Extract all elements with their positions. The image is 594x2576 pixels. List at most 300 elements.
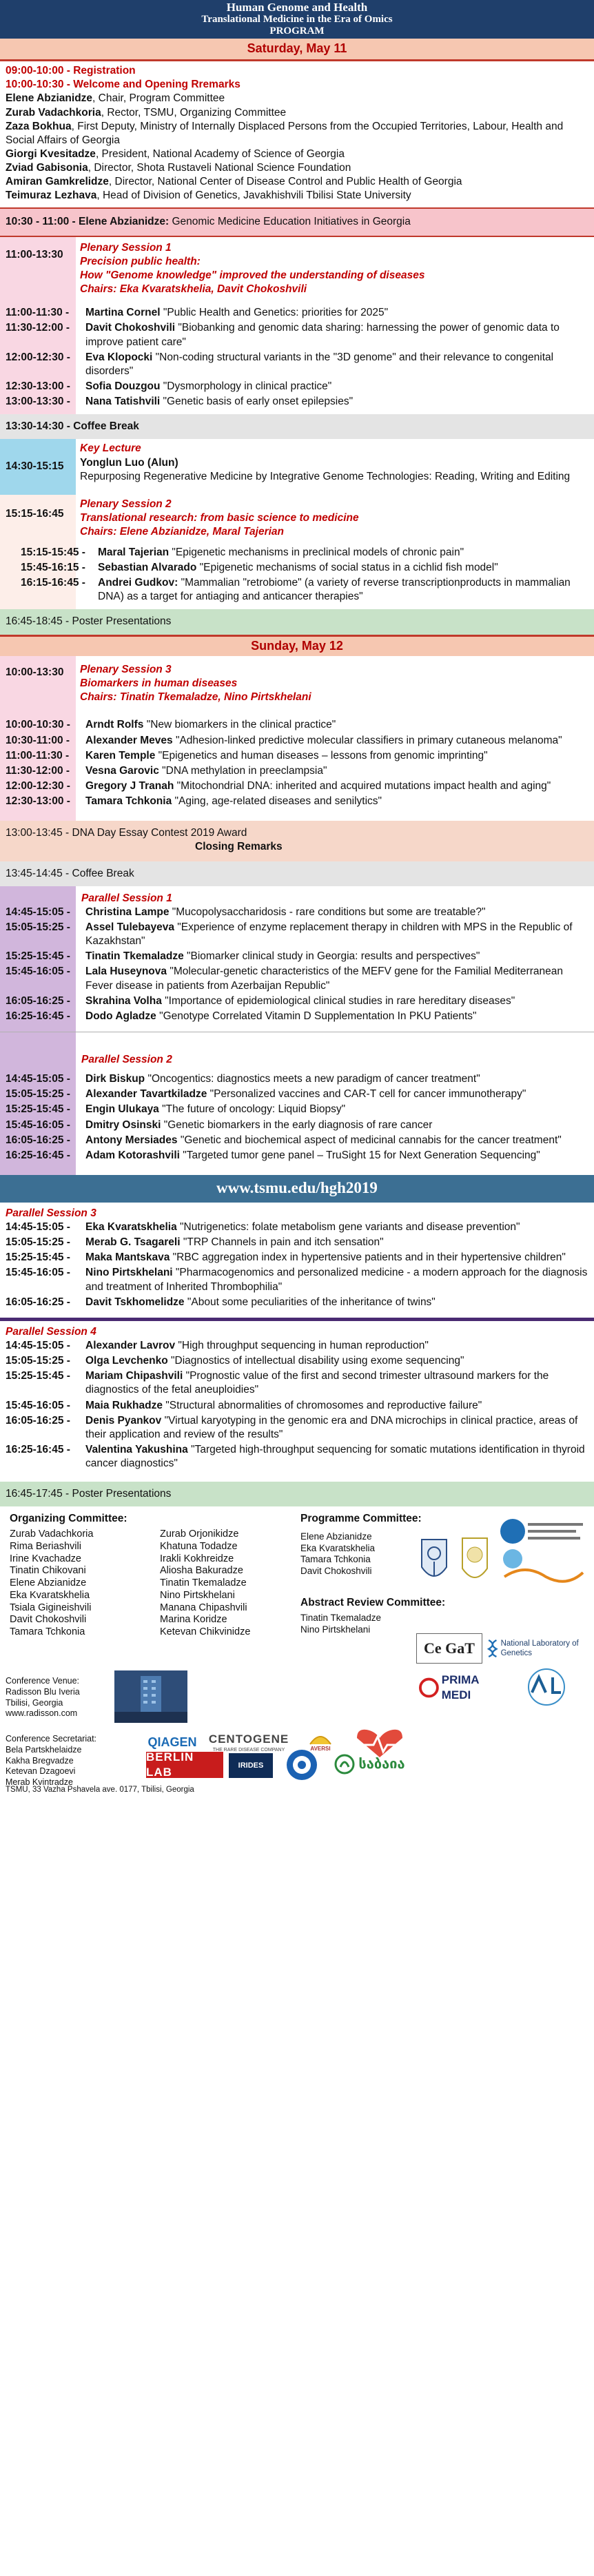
talk-body — [85, 321, 588, 349]
talk-speaker: Alexander Meves — [85, 734, 173, 746]
berlinlab-text: BERLIN LAB — [146, 1750, 194, 1779]
sabaia-logo — [328, 1750, 411, 1778]
talk-body — [85, 795, 588, 808]
review-title: Abstract Review Committee: — [300, 1597, 446, 1609]
talk-time: 14:45-15:05 - — [6, 1220, 70, 1233]
welcome-speaker — [6, 120, 588, 147]
talk-title: "DNA methylation in preeclampsia" — [158, 764, 327, 777]
talk-time: 14:45-15:05 - — [6, 906, 70, 918]
prima-icon — [419, 1677, 439, 1698]
talk-speaker: Eva Klopocki — [85, 351, 153, 363]
talk-row — [6, 1251, 588, 1265]
talk-time: 11:00-11:30 - — [6, 307, 70, 319]
talk-row — [21, 546, 588, 560]
talk-title: "Nutrigenetics: folate metabolism gene variants and disease prevention" — [176, 1220, 520, 1233]
list-item: Tbilisi, Georgia — [6, 1697, 63, 1708]
talk-speaker: Dmitry Osinski — [85, 1118, 161, 1131]
welcome-speaker — [6, 161, 588, 175]
talk-row — [6, 1296, 588, 1309]
parallel4-label: Parallel Session 4 — [6, 1325, 96, 1338]
speaker-role: , Rector, TSMU, Organizing Committee — [101, 106, 287, 119]
list-item: Eka Kvaratskhelia — [300, 1542, 376, 1553]
list-item: Davit Chokoshvili — [10, 1614, 87, 1626]
talk-title: "Targeted tumor gene panel – TruSight 15 for Next Generation Sequencing" — [179, 1149, 540, 1161]
talk-row — [6, 994, 588, 1008]
talk-time: 15:45-16:05 - — [6, 1118, 70, 1131]
conference-url[interactable]: www.tsmu.edu/hgh2019 — [0, 1175, 594, 1203]
talk-time: 15:25-15:45 - — [6, 1370, 70, 1382]
lecture1-time: 10:30 - 11:00 - Elene Abzianidze: — [6, 215, 170, 227]
talk-row — [21, 576, 588, 604]
parallel3 — [0, 1203, 594, 1318]
centogene-text: CENTOGENE — [208, 1732, 289, 1746]
talk-time: 11:30-12:00 - — [6, 322, 70, 334]
talk-title: "Targeted high-throughput sequencing for somatic mutations identification in thyroid cancer diagnostics" — [85, 1443, 585, 1470]
coffee2: 13:45-14:45 - Coffee Break — [0, 861, 594, 886]
speaker-name: Zurab Vadachkoria — [6, 106, 101, 119]
talk-body — [85, 380, 588, 393]
talk-title: "Mitochondrial DNA: inherited and acquired mutations impact health and aging" — [174, 780, 551, 792]
berlinlab-logo — [146, 1752, 223, 1778]
talk-speaker: Valentina Yakushina — [85, 1443, 188, 1455]
venue-photo — [114, 1670, 187, 1723]
list-item: Irakli Kokhreidze — [160, 1553, 234, 1564]
list-item: Bela Partskhelaidze — [6, 1745, 82, 1755]
talk-speaker: Assel Tulebayeva — [85, 921, 174, 933]
talk-body — [85, 1414, 588, 1442]
talk-title: "Pharmacogenomics and personalized medicine - a modern approach for the diagnosis and treatment of Inherited Thrombophilia" — [85, 1267, 588, 1293]
talk-speaker: Tinatin Tkemaladze — [85, 950, 184, 963]
award-band — [0, 821, 594, 861]
talk-row — [6, 321, 588, 349]
list-item: Ketevan Dzagoevi — [6, 1766, 76, 1777]
talk-body — [85, 1220, 588, 1234]
talk-row — [6, 1354, 588, 1368]
organizing-title: Organizing Committee: — [10, 1513, 127, 1525]
talk-speaker: Nino Pirtskhelani — [85, 1267, 173, 1279]
footer — [0, 1506, 594, 1941]
award-line1: 13:00-13:45 - DNA Day Essay Contest 2019 Award — [6, 827, 247, 839]
talk-body — [85, 718, 588, 732]
talk-speaker: Sebastian Alvarado — [98, 562, 197, 574]
list-item: Ketevan Chikvinidze — [160, 1626, 251, 1637]
talk-row — [6, 749, 588, 763]
dna-icon — [487, 1637, 499, 1660]
talk-body — [85, 1251, 588, 1265]
plenary1-label: Plenary Session 1 — [80, 241, 172, 254]
talk-speaker: Antony Mersiades — [85, 1134, 178, 1146]
talk-body — [98, 546, 588, 560]
talk-body — [85, 734, 588, 748]
cegat-text: Ce GaT — [424, 1639, 475, 1657]
speaker-role: , Head of Division of Genetics, Javakhishvili Tbilisi State University — [96, 190, 411, 202]
talk-speaker: Karen Temple — [85, 749, 156, 761]
plenary1-time: 11:00-13:30 — [6, 248, 63, 260]
program-header — [0, 0, 594, 39]
plenary3-label: Plenary Session 3 — [80, 664, 172, 676]
talk-body — [85, 921, 588, 948]
talk-body — [85, 965, 588, 992]
parallel1-talks — [6, 906, 588, 1023]
talk-time: 14:45-15:05 - — [6, 1073, 70, 1085]
crest-logo-3 — [498, 1513, 587, 1589]
talk-row — [6, 1266, 588, 1294]
parallel1-label: Parallel Session 1 — [81, 892, 172, 904]
talk-row — [6, 306, 588, 320]
talk-speaker: Tamara Tchkonia — [85, 795, 172, 808]
talk-time: 12:00-12:30 - — [6, 351, 70, 363]
talk-title: "Genotype Correlated Vitamin D Supplementation In PKU Patients" — [156, 1010, 477, 1022]
list-item: Nino Pirtskhelani — [160, 1589, 235, 1601]
list-item: Tinatin Tkemaladze — [160, 1577, 247, 1589]
talk-body — [85, 906, 588, 919]
list-item: Eka Kvaratskhelia — [10, 1589, 90, 1601]
registration: 09:00-10:00 - Registration — [6, 65, 136, 77]
talk-body — [85, 764, 588, 778]
welcome-speaker — [6, 175, 588, 189]
talk-row — [6, 795, 588, 808]
talk-time: 16:15-16:45 - — [21, 577, 85, 589]
talk-row — [6, 906, 588, 919]
list-item: Zurab Orjonikidze — [160, 1529, 239, 1540]
talk-time: 15:25-15:45 - — [6, 1251, 70, 1264]
plenary2 — [0, 495, 594, 543]
welcome-speakers — [6, 92, 588, 203]
speaker-role: , Chair, Program Committee — [92, 92, 225, 105]
list-item: Tsiala Gigineishvili — [10, 1602, 92, 1613]
talk-time: 16:05-16:25 - — [6, 994, 70, 1007]
talk-speaker: Maia Rukhadze — [85, 1399, 163, 1411]
talk-time: 11:00-11:30 - — [6, 749, 70, 761]
talk-title: "Genetic biomarkers in the early diagnosis of rare cancer — [161, 1118, 433, 1131]
talk-time: 15:05-15:25 - — [6, 1088, 70, 1101]
list-item: Tinatin Tkemaladze — [300, 1613, 382, 1624]
talk-speaker: Engin Ulukaya — [85, 1103, 159, 1116]
talk-speaker: Nana Tatishvili — [85, 396, 161, 408]
talk-body — [85, 994, 588, 1008]
list-item: Kakha Bregvadze — [6, 1755, 74, 1766]
talk-speaker: Lala Huseynova — [85, 965, 167, 978]
talk-speaker: Maka Mantskava — [85, 1251, 170, 1264]
keynote — [0, 439, 594, 494]
talk-row — [6, 965, 588, 992]
talk-speaker: Olga Levchenko — [85, 1355, 168, 1367]
plenary2-chairs: Chairs: Elene Abzianidze, Maral Tajerian — [80, 525, 285, 538]
talk-row — [6, 1369, 588, 1397]
plenary1-title1: Precision public health: — [80, 255, 201, 267]
talk-body — [85, 1149, 588, 1163]
talk-row — [6, 950, 588, 963]
talk-time: 15:45-16:15 - — [21, 562, 85, 574]
talk-time: 15:25-15:45 - — [6, 950, 70, 963]
list-item: Tinatin Chikovani — [10, 1565, 86, 1577]
speaker-role: , Director, Shota Rustaveli National Science Foundation — [88, 162, 351, 174]
organizing-col1 — [10, 1529, 93, 1638]
talk-row — [6, 1010, 588, 1023]
talk-title: "Virtual karyotyping in the genomic era and DNA microchips in clinical practice, areas of their application and review of the results" — [85, 1414, 578, 1440]
talk-body — [85, 306, 588, 320]
list-item: Tamara Tchkonia — [10, 1626, 85, 1637]
talk-speaker: Adam Kotorashvili — [85, 1149, 180, 1161]
talk-row — [21, 561, 588, 575]
talk-time: 15:05-15:25 - — [6, 921, 70, 933]
centogene-tag: THE RARE DISEASE COMPANY — [212, 1747, 285, 1752]
organizing-col2 — [160, 1529, 250, 1638]
talk-time: 16:05-16:25 - — [6, 1414, 70, 1427]
talk-title: "New biomarkers in the clinical practice" — [143, 719, 336, 731]
talk-body — [85, 950, 588, 963]
abm-logo — [522, 1666, 571, 1708]
programme-list — [300, 1531, 375, 1577]
talk-row — [6, 1399, 588, 1413]
talk-row — [6, 1118, 588, 1132]
talk-speaker: Gregory J Tranah — [85, 780, 174, 792]
irides-text: IRIDES — [238, 1761, 264, 1770]
primamedi-logo — [419, 1672, 509, 1704]
welcome-speaker — [6, 92, 588, 105]
talk-title: "Diagnostics of intellectual disability using exome sequencing" — [167, 1355, 464, 1367]
talk-time: 16:05-16:25 - — [6, 1296, 70, 1308]
talk-body — [85, 779, 588, 793]
plenary3-talks — [0, 718, 594, 821]
coffee1: 13:30-14:30 - Coffee Break — [0, 414, 594, 439]
qiagen-text: QIAGEN — [147, 1735, 197, 1749]
talk-title: "Mammalian "retrobiome" (a variety of reverse transcriptionproducts in mammalian DNA) as a target for antiaging and anticancer therapies" — [98, 577, 571, 603]
talk-row — [6, 921, 588, 948]
talk-time: 11:30-12:00 - — [6, 764, 70, 777]
talk-speaker: Davit Chokoshvili — [85, 322, 176, 334]
talk-time: 10:00-10:30 - — [6, 719, 70, 731]
talk-row — [6, 764, 588, 778]
day2-label: Sunday, May 12 — [0, 635, 594, 656]
talk-title: "Mucopolysaccharidosis - rare conditions but some are treatable?" — [169, 906, 486, 918]
talk-title: "Adhesion-linked predictive molecular classifiers in primary cutaneous melanoma" — [172, 734, 562, 746]
talk-time: 15:15-15:45 - — [21, 546, 85, 558]
welcome: 10:00-10:30 - Welcome and Opening Rremarks — [6, 79, 240, 91]
talk-title: "Aging, age-related diseases and senilytics" — [172, 795, 382, 808]
speaker-name: Zviad Gabisonia — [6, 162, 88, 174]
talk-time: 15:45-16:05 - — [6, 965, 70, 978]
leaf-icon — [334, 1753, 356, 1775]
speaker-role: , First Deputy, Ministry of Internally Displaced Persons from the Occupied Territories, Labour, Health and Social Affairs of Georgia — [6, 120, 564, 146]
talk-title: "RBC aggregation index in hypertensive patients and in their hypertensive children" — [170, 1251, 566, 1264]
talk-time: 12:00-12:30 - — [6, 780, 70, 792]
conference-title: Human Genome and Health — [226, 1, 368, 14]
talk-time: 15:05-15:25 - — [6, 1355, 70, 1367]
plenary1-title2: How "Genome knowledge" improved the understanding of diseases — [80, 269, 425, 281]
day1-label: Saturday, May 11 — [0, 39, 594, 61]
parallel2 — [0, 1032, 594, 1175]
talk-body — [85, 1118, 588, 1132]
list-item: Aliosha Bakuradze — [160, 1565, 243, 1577]
parallel3-talks — [6, 1220, 588, 1309]
program-label: PROGRAM — [269, 25, 325, 37]
plenary3-chairs: Chairs: Tinatin Tkemaladze, Nino Pirtskhelani — [80, 691, 311, 704]
talk-body — [85, 1339, 588, 1353]
talk-title: "Prognostic value of the first and second trimester ultrasound markers for the diagnostics of the fetal aneuploidies" — [85, 1370, 549, 1396]
talk-body — [85, 1236, 588, 1249]
talk-title: "Experience of enzyme replacement therapy in children with MPS in the Republic of Kazakhstan" — [85, 921, 573, 948]
plenary3-title: Biomarkers in human diseases — [80, 677, 238, 690]
talk-speaker: Christina Lampe — [85, 906, 170, 918]
talk-body — [85, 1399, 588, 1413]
talk-row — [6, 779, 588, 793]
talk-row — [6, 734, 588, 748]
natlab-logo — [487, 1633, 590, 1664]
talk-speaker: Denis Pyankov — [85, 1414, 162, 1427]
talk-body — [85, 1443, 588, 1471]
list-item: Conference Secretariat: — [6, 1734, 97, 1744]
talk-time: 16:25-16:45 - — [6, 1443, 70, 1455]
talk-row — [6, 380, 588, 393]
talk-speaker: Skrahina Volha — [85, 994, 162, 1007]
talk-speaker: Dirk Biskup — [85, 1073, 145, 1085]
talk-time: 15:45-16:05 - — [6, 1267, 70, 1279]
talk-body — [98, 561, 588, 575]
talk-row — [6, 1149, 588, 1163]
talk-speaker: Mariam Chipashvili — [85, 1370, 183, 1382]
review-list — [300, 1613, 381, 1635]
speaker-name: Amiran Gamkrelidze — [6, 176, 109, 188]
qiagen-logo — [145, 1734, 200, 1750]
talk-title: "Molecular-genetic characteristics of the MEFV gene for the Familial Mediterranean Fever disease in patients from Azerbaijan Republic" — [85, 965, 563, 992]
natlab-text: National Laboratory of Genetics — [500, 1639, 579, 1658]
speaker-role: , Director, National Center of Disease Control and Public Health of Georgia — [108, 176, 462, 188]
talk-speaker: Alexander Lavrov — [85, 1339, 176, 1351]
talk-row — [6, 351, 588, 378]
talk-time: 10:30-11:00 - — [6, 734, 70, 746]
plenary2-talks — [0, 543, 594, 610]
talk-time: 15:05-15:25 - — [6, 1236, 70, 1249]
list-item: Conference Venue: — [6, 1676, 80, 1686]
talk-title: "Genetic and biochemical aspect of medicinal cannabis for the cancer treatment" — [177, 1134, 562, 1146]
speaker-role: , President, National Academy of Science of Georgia — [95, 147, 345, 160]
list-item: Zurab Vadachkoria — [10, 1529, 94, 1540]
talk-row — [6, 1103, 588, 1116]
talk-speaker: Alexander Tavartkiladze — [85, 1088, 207, 1101]
list-item: Davit Chokoshvili — [300, 1565, 372, 1576]
list-item: Manana Chipashvili — [160, 1602, 247, 1613]
list-item: Elene Abzianidze — [300, 1531, 372, 1542]
talk-time: 16:05-16:25 - — [6, 1134, 70, 1146]
poster2: 16:45-17:45 - Poster Presentations — [0, 1482, 594, 1506]
talk-title: "Biobanking and genomic data sharing: harnessing the power of genomic data to improve patient care" — [85, 322, 560, 348]
talk-title: "The future of oncology: Liquid Biopsy" — [158, 1103, 346, 1116]
plenary1-chairs: Chairs: Eka Kvaratskhelia, Davit Chokoshvili — [80, 283, 307, 296]
talk-title: "Epigenetic mechanisms in preclinical models of chronic pain" — [169, 546, 464, 558]
keynote-label: Key Lecture — [80, 442, 141, 455]
welcome-speaker — [6, 147, 588, 161]
keynote-title: Repurposing Regenerative Medicine by Integrative Genome Technologies: Reading, Writing and Editing — [80, 470, 571, 482]
talk-body — [85, 1266, 588, 1294]
talk-title: "Oncogentics: diagnostics meets a new paradigm of cancer treatment" — [145, 1073, 480, 1085]
plenary3-time: 10:00-13:30 — [6, 666, 64, 679]
parallel4-talks — [6, 1339, 588, 1471]
talk-title: "Epigenetic mechanisms of social status in a cichlid fish model" — [196, 562, 498, 574]
list-item: Tamara Tchkonia — [300, 1554, 371, 1565]
talk-body — [85, 1296, 588, 1309]
talk-body — [85, 1072, 588, 1086]
crest-logo-1 — [419, 1534, 449, 1588]
talk-time: 16:25-16:45 - — [6, 1010, 70, 1022]
secretariat — [6, 1734, 96, 1788]
talk-body — [85, 1369, 588, 1397]
plenary2-title: Translational research: from basic science to medicine — [80, 511, 359, 524]
talk-row — [6, 1134, 588, 1147]
list-item: Elene Abzianidze — [10, 1577, 87, 1589]
venue — [6, 1676, 80, 1719]
talk-title: "Epigenetics and human diseases – lessons from genomic imprinting" — [155, 749, 488, 761]
talk-body — [85, 1087, 588, 1101]
poster1: 16:45-18:45 - Poster Presentations — [0, 609, 594, 634]
welcome-speaker — [6, 189, 588, 203]
talk-title: "Dysmorphology in clinical practice" — [160, 380, 332, 392]
talk-row — [6, 1072, 588, 1086]
talk-row — [6, 718, 588, 732]
parallel1 — [0, 886, 594, 1032]
talk-body — [85, 1103, 588, 1116]
talk-body — [85, 1134, 588, 1147]
talk-speaker: Eka Kvaratskhelia — [85, 1220, 177, 1233]
talk-body — [98, 576, 588, 604]
parallel3-label: Parallel Session 3 — [6, 1207, 96, 1219]
talk-row — [6, 395, 588, 409]
parallel4 — [0, 1321, 594, 1482]
talk-title: "Genetic basis of early onset epilepsies" — [160, 396, 354, 408]
talk-body — [85, 395, 588, 409]
list-item: Rima Beriashvili — [10, 1541, 81, 1553]
plenary1-talks — [0, 306, 594, 414]
list-item: Nino Pirtskhelani — [300, 1624, 371, 1635]
talk-time: 13:00-13:30 - — [6, 396, 70, 408]
talk-time: 15:45-16:05 - — [6, 1399, 70, 1411]
lecture1-title: Genomic Medicine Education Initiatives in Georgia — [169, 215, 411, 227]
talk-title: "Personalized vaccines and CAR-T cell for cancer immunotherapy" — [207, 1088, 526, 1101]
list-item: Marina Koridze — [160, 1614, 227, 1626]
talk-body — [85, 1354, 588, 1368]
list-item: Irine Kvachadze — [10, 1553, 81, 1564]
talk-row — [6, 1087, 588, 1101]
list-item: www.radisson.com — [6, 1708, 78, 1719]
talk-title: "Structural abnormalities of chromosomes and reproductive failure" — [162, 1399, 482, 1411]
talk-speaker: Merab G. Tsagareli — [85, 1236, 181, 1249]
parallel2-label: Parallel Session 2 — [81, 1053, 172, 1065]
talk-speaker: Arndt Rolfs — [85, 719, 144, 731]
talk-time: 16:25-16:45 - — [6, 1149, 70, 1161]
opening-block — [0, 61, 594, 207]
talk-title: "About some peculiarities of the inheritance of twins" — [184, 1296, 436, 1308]
speaker-name: Giorgi Kvesitadze — [6, 147, 96, 160]
plenary2-time: 15:15-16:45 — [6, 507, 64, 520]
talk-row — [6, 1236, 588, 1249]
talk-title: "Importance of epidemiological clinical studies in rare hereditary diseases" — [161, 994, 515, 1007]
speaker-name: Teimuraz Lezhava — [6, 190, 97, 202]
talk-time: 12:30-13:00 - — [6, 795, 70, 808]
list-item: Merab Kvintradze — [6, 1777, 73, 1787]
sabaia-text: საბაია — [358, 1757, 405, 1772]
talk-time: 15:25-15:45 - — [6, 1103, 70, 1116]
irides-logo — [229, 1753, 273, 1778]
talk-row — [6, 1339, 588, 1353]
talk-row — [6, 1443, 588, 1471]
talk-title: "Non-coding structural variants in the "3D genome" and their relevance to congenital disorders" — [85, 351, 554, 377]
list-item: Radisson Blu Iveria — [6, 1687, 80, 1697]
lecture1-band — [0, 207, 594, 237]
parallel2-talks — [6, 1072, 588, 1163]
talk-time: 12:30-13:00 - — [6, 380, 70, 392]
talk-time: 14:45-15:05 - — [6, 1339, 70, 1351]
conference-subtitle: Translational Medicine in the Era of Omics — [201, 14, 393, 25]
